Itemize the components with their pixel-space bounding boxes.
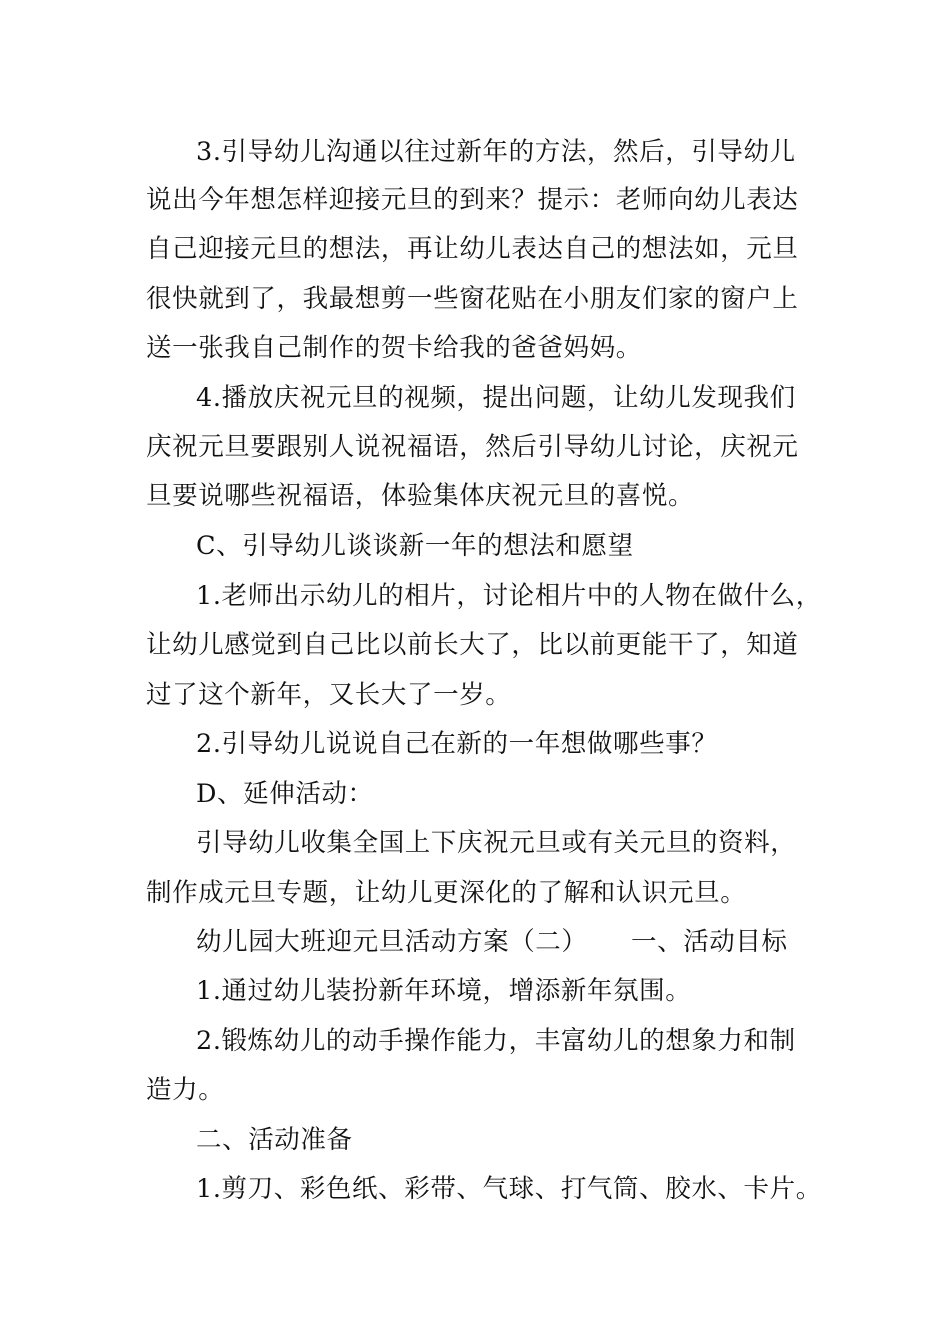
- text-line: 很快就到了，我最想剪一些窗花贴在小朋友们家的窗户上: [146, 284, 799, 314]
- text-line: 庆祝元旦要跟别人说祝福语，然后引导幼儿讨论，庆祝元: [146, 432, 799, 462]
- text-line: 让幼儿感觉到自己比以前长大了，比以前更能干了，知道: [146, 630, 799, 660]
- section-heading: D、延伸活动：: [196, 779, 374, 809]
- text-line: 引导幼儿收集全国上下庆祝元旦或有关元旦的资料，: [196, 828, 797, 858]
- text-line: 2.引导幼儿说说自己在新的一年想做哪些事？: [196, 729, 718, 759]
- text-line: 造力。: [146, 1075, 225, 1105]
- text-line: 1.通过幼儿装扮新年环境，增添新年氛围。: [196, 976, 692, 1006]
- text-line: 自己迎接元旦的想法，再让幼儿表达自己的想法如，元旦: [146, 234, 799, 264]
- text-line: 1.老师出示幼儿的相片，讨论相片中的人物在做什么，: [196, 581, 822, 611]
- section-heading: 二、活动准备: [196, 1125, 353, 1155]
- section-heading: 一、活动目标: [631, 927, 788, 957]
- text-line: 2.锻炼幼儿的动手操作能力，丰富幼儿的想象力和制: [196, 1026, 796, 1056]
- text-line: 3.引导幼儿沟通以往过新年的方法，然后，引导幼儿: [196, 137, 796, 167]
- section-heading: C、引导幼儿谈谈新一年的想法和愿望: [196, 531, 634, 561]
- text-line: 制作成元旦专题，让幼儿更深化的了解和认识元旦。: [146, 878, 747, 908]
- text-line: 1.剪刀、彩色纸、彩带、气球、打气筒、胶水、卡片。: [196, 1174, 822, 1204]
- text-line: 说出今年想怎样迎接元旦的到来？提示：老师向幼儿表达: [146, 185, 799, 215]
- text-line: 过了这个新年，又长大了一岁。: [146, 680, 512, 710]
- text-line: 4.播放庆祝元旦的视频，提出问题，让幼儿发现我们: [196, 383, 796, 413]
- text-line: 送一张我自己制作的贺卡给我的爸爸妈妈。: [146, 333, 642, 363]
- text-line: 旦要说哪些祝福语，体验集体庆祝元旦的喜悦。: [146, 481, 695, 511]
- document-title: 幼儿园大班迎元旦活动方案（二）: [196, 927, 588, 957]
